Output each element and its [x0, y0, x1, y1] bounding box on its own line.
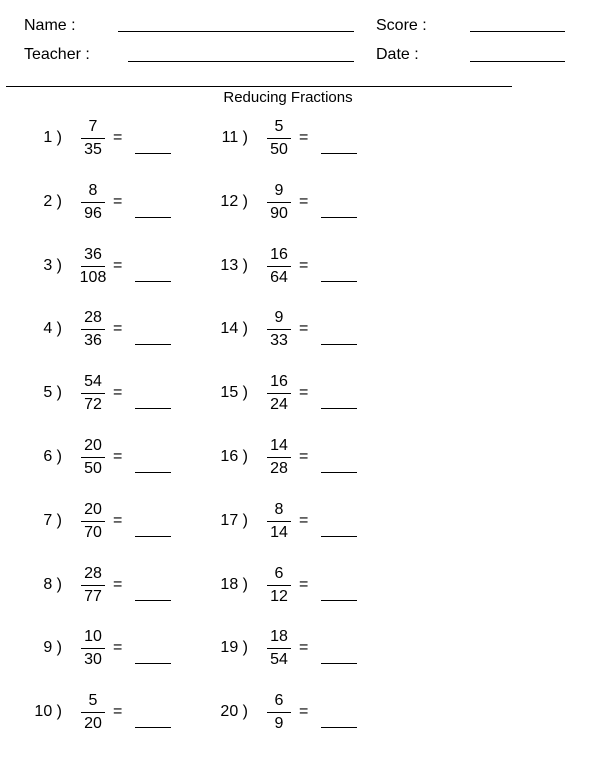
problem-number: 15 ): [220, 384, 248, 402]
fraction: [81, 628, 105, 672]
fraction: [81, 373, 105, 417]
problem-item: [31, 692, 211, 740]
teacher-label: Teacher :: [24, 46, 90, 63]
fraction-bar: [267, 329, 291, 330]
answer-blank[interactable]: [135, 153, 171, 154]
fraction-denominator: 70: [84, 523, 102, 541]
fraction-bar: [267, 712, 291, 713]
fraction: [267, 628, 291, 672]
fraction: [81, 692, 105, 736]
problem-number: 17 ): [220, 511, 248, 529]
problem-number: 20 ): [220, 703, 248, 721]
equals-sign: =: [113, 320, 123, 338]
answer-blank[interactable]: [321, 663, 357, 664]
date-label: Date :: [376, 46, 419, 63]
fraction: [267, 501, 291, 545]
answer-blank[interactable]: [135, 663, 171, 664]
fraction-denominator: 28: [270, 460, 288, 477]
answer-blank[interactable]: [135, 408, 171, 409]
fraction-bar: [81, 202, 105, 203]
fraction-denominator: 33: [270, 332, 288, 350]
fraction-denominator: 108: [79, 268, 107, 286]
problem-item: [31, 628, 211, 676]
name-label: Name :: [24, 17, 76, 34]
fraction-numerator: 5: [88, 692, 98, 710]
fraction: [81, 246, 105, 290]
fraction-numerator: 18: [270, 628, 288, 646]
fraction-bar: [81, 393, 105, 394]
answer-blank[interactable]: [321, 281, 357, 282]
fraction-numerator: 16: [270, 373, 288, 391]
problem-item: [217, 309, 397, 357]
equals-sign: =: [299, 639, 309, 657]
fraction-bar: [267, 202, 291, 203]
equals-sign: =: [299, 511, 309, 529]
problem-item: [217, 118, 397, 166]
fraction: [81, 182, 105, 226]
fraction: [81, 118, 105, 162]
problem-number: 3 ): [43, 256, 62, 274]
fraction-denominator: 50: [270, 141, 288, 158]
equals-sign: =: [113, 384, 123, 402]
equals-sign: =: [299, 703, 309, 721]
equals-sign: =: [299, 575, 309, 593]
problem-number: 1 ): [43, 129, 62, 146]
fraction-numerator: 16: [270, 245, 288, 263]
fraction-numerator: 20: [84, 437, 102, 454]
fraction: [267, 309, 291, 353]
equals-sign: =: [113, 511, 123, 529]
problem-number: 2 ): [43, 192, 62, 210]
answer-blank[interactable]: [135, 344, 171, 345]
fraction-numerator: 28: [84, 564, 102, 582]
fraction: [267, 182, 291, 226]
problem-item: [217, 246, 397, 294]
fraction-numerator: 20: [84, 500, 102, 518]
fraction-denominator: 36: [84, 332, 102, 350]
score-field-line[interactable]: [470, 31, 565, 32]
name-field-line[interactable]: [118, 31, 354, 32]
fraction-denominator: 90: [270, 204, 288, 222]
equals-sign: =: [299, 448, 309, 465]
fraction-bar: [81, 329, 105, 330]
fraction: [81, 565, 105, 609]
problem-number: 4 ): [43, 320, 62, 338]
answer-blank[interactable]: [135, 600, 171, 601]
fraction-bar: [267, 266, 291, 267]
teacher-field-line[interactable]: [128, 61, 354, 62]
answer-blank[interactable]: [321, 472, 357, 473]
answer-blank[interactable]: [135, 472, 171, 473]
problem-item: [217, 565, 397, 613]
problem-item: [31, 182, 211, 230]
fraction-bar: [267, 648, 291, 649]
date-field-line[interactable]: [470, 61, 565, 62]
problem-item: [31, 437, 211, 485]
answer-blank[interactable]: [321, 600, 357, 601]
problem-item: [31, 246, 211, 294]
equals-sign: =: [113, 256, 123, 274]
answer-blank[interactable]: [321, 217, 357, 218]
equals-sign: =: [113, 192, 123, 210]
fraction-numerator: 9: [274, 309, 284, 327]
problem-item: [31, 118, 211, 166]
fraction-numerator: 9: [274, 181, 284, 199]
answer-blank[interactable]: [135, 217, 171, 218]
fraction-bar: [81, 521, 105, 522]
fraction: [267, 437, 291, 481]
fraction-denominator: 77: [84, 587, 102, 605]
equals-sign: =: [299, 384, 309, 402]
answer-blank[interactable]: [321, 408, 357, 409]
equals-sign: =: [113, 575, 123, 593]
fraction-bar: [81, 712, 105, 713]
fraction-numerator: 8: [274, 500, 284, 518]
problem-number: 11 ): [221, 129, 248, 146]
problem-number: 16 ): [220, 448, 248, 465]
fraction-numerator: 54: [84, 373, 102, 391]
fraction: [267, 118, 291, 162]
fraction-denominator: 9: [274, 715, 284, 733]
fraction: [267, 565, 291, 609]
fraction: [81, 437, 105, 481]
fraction-numerator: 10: [84, 628, 102, 646]
problem-number: 13 ): [220, 256, 248, 274]
fraction-bar: [267, 521, 291, 522]
answer-blank[interactable]: [321, 536, 357, 537]
problem-number: 7 ): [43, 511, 62, 529]
fraction-numerator: 8: [88, 181, 98, 199]
problem-number: 5 ): [43, 384, 62, 402]
equals-sign: =: [299, 129, 309, 146]
problem-item: [217, 692, 397, 740]
equals-sign: =: [113, 448, 123, 465]
problem-item: [217, 501, 397, 549]
fraction-bar: [81, 138, 105, 139]
problem-number: 18 ): [220, 575, 248, 593]
fraction-bar: [267, 138, 291, 139]
equals-sign: =: [299, 256, 309, 274]
fraction-denominator: 35: [84, 141, 102, 158]
fraction-denominator: 24: [270, 396, 288, 414]
fraction: [267, 373, 291, 417]
equals-sign: =: [299, 192, 309, 210]
answer-blank[interactable]: [321, 727, 357, 728]
problem-number: 14 ): [220, 320, 248, 338]
problem-item: [217, 437, 397, 485]
answer-blank[interactable]: [135, 536, 171, 537]
fraction-denominator: 14: [270, 523, 288, 541]
problem-number: 9 ): [43, 639, 62, 657]
answer-blank[interactable]: [135, 727, 171, 728]
fraction-bar: [267, 585, 291, 586]
fraction-denominator: 50: [84, 460, 102, 477]
problem-item: [217, 373, 397, 421]
fraction-numerator: 28: [84, 309, 102, 327]
fraction-numerator: 14: [270, 437, 288, 454]
problem-item: [31, 373, 211, 421]
problem-number: 19 ): [220, 639, 248, 657]
fraction-denominator: 72: [84, 396, 102, 414]
fraction: [267, 692, 291, 736]
problem-item: [217, 628, 397, 676]
fraction: [267, 246, 291, 290]
problem-item: [31, 565, 211, 613]
fraction-denominator: 30: [84, 651, 102, 669]
fraction-bar: [267, 457, 291, 458]
score-label: Score :: [376, 17, 427, 34]
equals-sign: =: [113, 703, 123, 721]
answer-blank[interactable]: [321, 344, 357, 345]
fraction-numerator: 6: [274, 692, 284, 710]
equals-sign: =: [299, 320, 309, 338]
fraction-bar: [81, 648, 105, 649]
answer-blank[interactable]: [321, 153, 357, 154]
fraction-denominator: 54: [270, 651, 288, 669]
fraction-bar: [81, 585, 105, 586]
fraction-bar: [267, 393, 291, 394]
fraction-denominator: 20: [84, 715, 102, 733]
worksheet-title: Reducing Fractions: [223, 89, 353, 106]
fraction-numerator: 36: [84, 245, 102, 263]
answer-blank[interactable]: [135, 281, 171, 282]
equals-sign: =: [113, 129, 123, 146]
fraction: [81, 309, 105, 353]
fraction-denominator: 64: [270, 268, 288, 286]
fraction-numerator: 7: [88, 118, 98, 135]
equals-sign: =: [113, 639, 123, 657]
header-divider: [6, 86, 512, 87]
fraction-denominator: 96: [84, 204, 102, 222]
problem-item: [31, 309, 211, 357]
problem-item: [217, 182, 397, 230]
fraction-denominator: 12: [270, 587, 288, 605]
problem-number: 10 ): [34, 703, 62, 721]
fraction: [81, 501, 105, 545]
problem-number: 6 ): [43, 448, 62, 465]
fraction-numerator: 6: [274, 564, 284, 582]
problem-item: [31, 501, 211, 549]
problem-number: 8 ): [43, 575, 62, 593]
fraction-bar: [81, 457, 105, 458]
fraction-bar: [81, 266, 105, 267]
problem-number: 12 ): [220, 192, 248, 210]
fraction-numerator: 5: [274, 118, 284, 135]
